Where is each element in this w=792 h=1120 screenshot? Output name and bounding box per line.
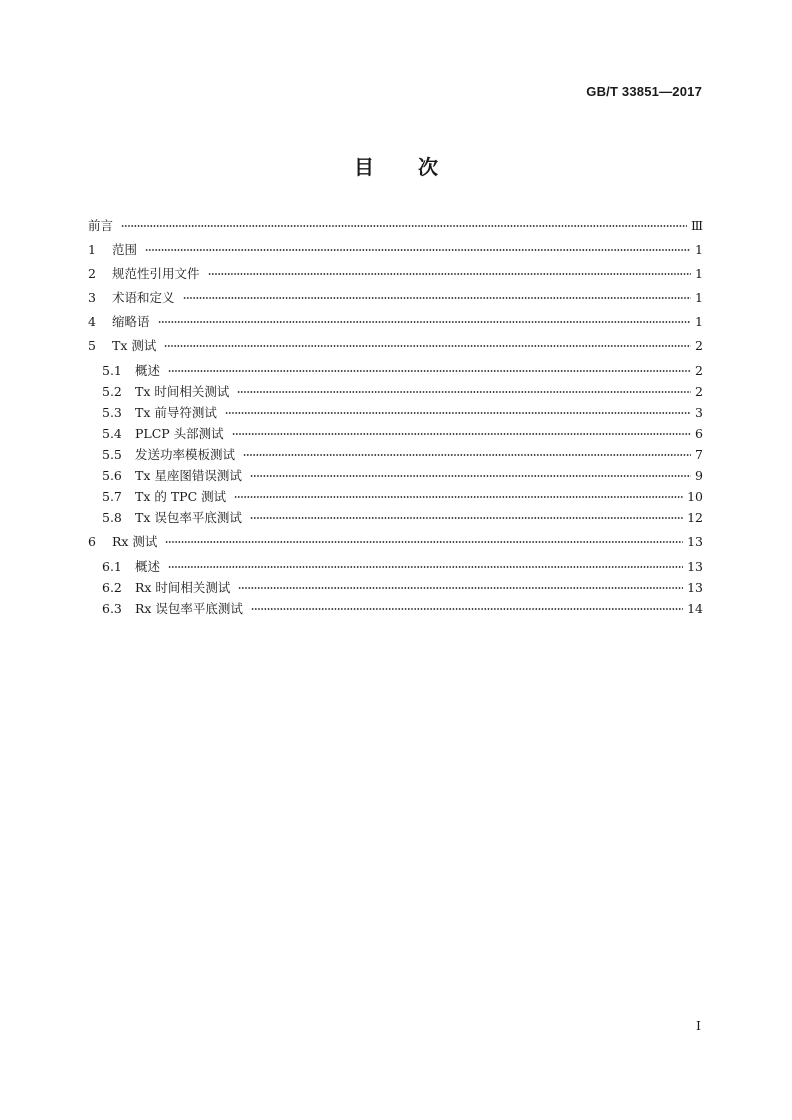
- dot-leader: [145, 249, 691, 251]
- toc-entry-number: 5.8: [102, 509, 122, 525]
- dot-leader: [232, 433, 691, 435]
- toc-entry-page: 1: [695, 241, 703, 257]
- toc-entry-page: 1: [695, 265, 703, 281]
- toc-entry-label: Tx 测试: [112, 338, 157, 353]
- dot-leader: [165, 541, 683, 543]
- dot-leader: [168, 566, 683, 568]
- toc-entry-page: 7: [695, 446, 703, 462]
- toc-entry-label: Tx 星座图错误测试: [135, 468, 242, 483]
- toc-entry[interactable]: [88, 215, 703, 235]
- toc-entry-label: Rx 测试: [112, 534, 158, 549]
- toc-entry-number: 5.6: [102, 467, 122, 483]
- dot-leader: [243, 454, 691, 456]
- toc-entry-number: 1: [88, 241, 96, 257]
- toc-entry-label: Tx 误包率平底测试: [135, 510, 242, 525]
- toc-entry-number: 5.4: [102, 425, 122, 441]
- dot-leader: [250, 517, 683, 519]
- page-title: [0, 151, 792, 180]
- toc-entry-page: 12: [687, 509, 703, 525]
- toc-entry-page: 9: [695, 467, 703, 483]
- title-char-1: 目: [354, 155, 374, 179]
- dot-leader: [250, 475, 691, 477]
- toc-entry-label: 术语和定义: [112, 290, 175, 305]
- toc-entry-page: 6: [695, 425, 703, 441]
- toc-entry-label: 前言: [88, 218, 114, 233]
- dot-leader: [251, 608, 683, 610]
- toc-entry-number: 3: [88, 289, 96, 305]
- toc-entry-page: 14: [687, 600, 703, 616]
- toc-entry[interactable]: [88, 444, 703, 464]
- dot-leader: [121, 225, 687, 227]
- toc-entry-label: 规范性引用文件: [112, 266, 200, 281]
- toc-entry-page: 2: [695, 362, 703, 378]
- toc-entry-number: 2: [88, 265, 96, 281]
- toc-entry-label: 缩略语: [112, 314, 150, 329]
- dot-leader: [238, 587, 683, 589]
- toc-entry[interactable]: [88, 335, 703, 355]
- toc-entry[interactable]: [88, 577, 703, 597]
- toc-entry-page: 2: [695, 337, 703, 353]
- toc-entry-number: 6.3: [102, 600, 122, 616]
- toc-entry-page: 13: [687, 558, 703, 574]
- footer-page-number: I: [696, 1018, 701, 1033]
- toc-entry-label: 概述: [135, 363, 161, 378]
- toc-entry-number: 6.1: [102, 558, 122, 574]
- toc-entry-label: PLCP 头部测试: [135, 426, 224, 441]
- toc-entry-page: 2: [695, 383, 703, 399]
- toc-entry-page: 10: [687, 488, 703, 504]
- title-char-2: 次: [418, 155, 438, 179]
- toc-entry-label: Rx 时间相关测试: [135, 580, 231, 595]
- toc-entry-page: 1: [695, 289, 703, 305]
- toc-entry[interactable]: [88, 263, 703, 283]
- toc-entry-page: 1: [695, 313, 703, 329]
- toc-entry-label: Tx 的 TPC 测试: [135, 489, 227, 504]
- toc-entry-label: 范围: [112, 242, 138, 257]
- toc-entry[interactable]: [88, 598, 703, 618]
- toc-entry[interactable]: [88, 507, 703, 527]
- toc-entry-label: Rx 误包率平底测试: [135, 601, 243, 616]
- toc-entry-label: 发送功率模板测试: [135, 447, 236, 462]
- dot-leader: [237, 391, 691, 393]
- toc-entry-number: 5.2: [102, 383, 122, 399]
- toc-entry[interactable]: [88, 239, 703, 259]
- toc-entry[interactable]: [88, 360, 703, 380]
- toc-entry[interactable]: [88, 402, 703, 422]
- standard-code: GB/T 33851—2017: [586, 84, 702, 99]
- toc-entry[interactable]: [88, 311, 703, 331]
- toc-entry[interactable]: [88, 287, 703, 307]
- dot-leader: [208, 273, 691, 275]
- toc-entry[interactable]: [88, 465, 703, 485]
- dot-leader: [234, 496, 683, 498]
- toc-entry[interactable]: [88, 381, 703, 401]
- dot-leader: [164, 345, 691, 347]
- toc-entry-number: 5.3: [102, 404, 122, 420]
- dot-leader: [225, 412, 691, 414]
- toc-entry-page: 13: [687, 579, 703, 595]
- toc-entry-label: Tx 时间相关测试: [135, 384, 230, 399]
- toc-entry[interactable]: [88, 423, 703, 443]
- toc-entry-number: 5: [88, 337, 96, 353]
- dot-leader: [168, 370, 691, 372]
- toc-entry-number: 5.7: [102, 488, 122, 504]
- toc-entry-label: 概述: [135, 559, 161, 574]
- toc-entry-page: 3: [695, 404, 703, 420]
- toc-entry-page: 13: [687, 533, 703, 549]
- toc-entry-number: 6.2: [102, 579, 122, 595]
- toc-entry[interactable]: [88, 556, 703, 576]
- dot-leader: [158, 321, 691, 323]
- toc-entry-number: 6: [88, 533, 96, 549]
- toc-entry-number: 4: [88, 313, 96, 329]
- toc-entry[interactable]: [88, 486, 703, 506]
- toc-entry-label: Tx 前导符测试: [135, 405, 217, 420]
- dot-leader: [183, 297, 691, 299]
- toc-entry-page: Ⅲ: [690, 217, 703, 233]
- toc-entry-number: 5.5: [102, 446, 122, 462]
- toc-entry[interactable]: [88, 531, 703, 551]
- toc-entry-number: 5.1: [102, 362, 122, 378]
